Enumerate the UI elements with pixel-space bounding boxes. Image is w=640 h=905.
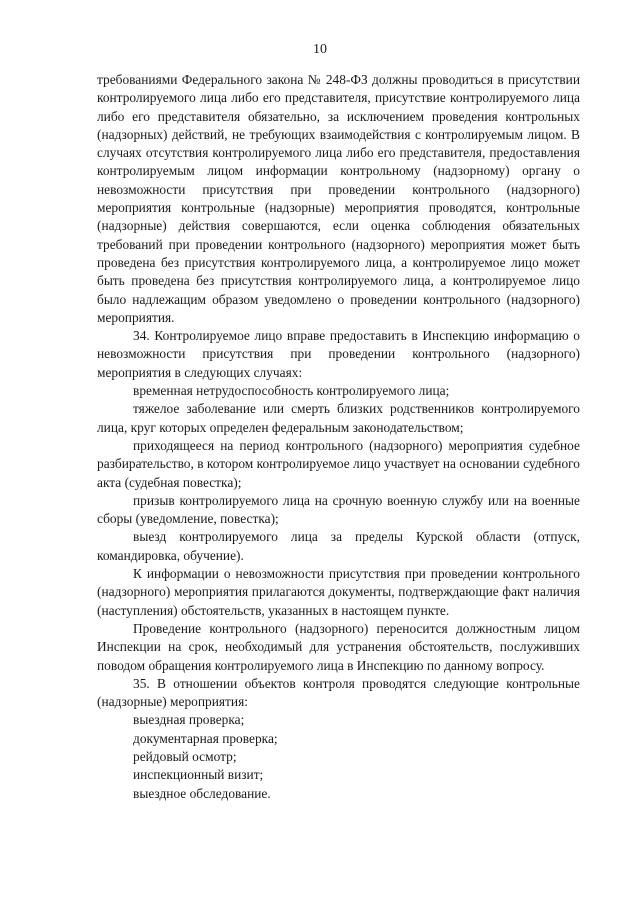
document-body xyxy=(97,71,580,803)
list-item: инспекционный визит; xyxy=(133,767,264,783)
list-item: документарная проверка; xyxy=(133,730,278,746)
paragraph-continuation: требованиями Федерального закона № 248-ФЗ должны проводиться в присутствии контролируемого лица либо его представителя, присутствие контролируемого лица либо его представителя обязательно, за исключением проведения контрольных (надзорных) действий, не требующих взаимодействия с контролируемым лицом. В случаях отсутствия контролируемого лица либо его представителя, предоставления контролируемым лицом информации контрольному (надзорному) органу о невозможности присутствия при проведении контрольного (надзорного) мероприятия контрольные (надзорные) мероприятия проводятся, контрольные (надзорные) действия совершаются, если оценка соблюдения обязательных требований при проведении контрольного (надзорного) мероприятия может быть проведена без присутствия контролируемого лица, а контролируемое лицо может быть проведена без присутствия контролируемого лица, а контролируемое лицо было надлежащим образом уведомлено о проведении контрольного (надзорного) мероприятия. xyxy=(97,72,580,325)
paragraph-34: 34. Контролируемое лицо вправе предоставить в Инспекцию информацию о невозможности присутствия при проведении контрольного (надзорного) мероприятия в следующих случаях: xyxy=(97,328,580,380)
paragraph-postponement: Проведение контрольного (надзорного) переносится должностным лицом Инспекции на срок, необходимый для устранения обстоятельств, послуживших поводом обращения контролируемого лица в Инспекцию по данному вопросу. xyxy=(97,620,580,673)
list-item: выездная проверка; xyxy=(133,712,245,728)
paragraph-case-5: выезд контролируемого лица за пределы Курской области (отпуск, командировка, обучение). xyxy=(97,529,580,563)
paragraph-case-4: призыв контролируемого лица на срочную военную службу или на военные сборы (уведомление, повестка); xyxy=(97,492,580,527)
page-number: 10 xyxy=(313,42,327,57)
paragraph-case-2: тяжелое заболевание или смерть близких родственников контролируемого лица, круг которых определен федеральным законодательством; xyxy=(97,401,580,435)
paragraph-documents: К информации о невозможности присутствия при проведении контрольного (надзорного) мероприятия прилагаются документы, подтверждающие факт наличия (наступления) обстоятельств, указанных в настоящем пункте. xyxy=(97,566,580,618)
list-item: выездное обследование. xyxy=(133,785,271,801)
list-item: рейдовый осмотр; xyxy=(133,748,237,764)
paragraph-case-1: временная нетрудоспособность контролируемого лица; xyxy=(133,383,450,399)
paragraph-case-3: приходящееся на период контрольного (надзорного) мероприятия судебное разбирательство, в котором контролируемое лицо участвует на основании судебного акта (судебная повестка); xyxy=(97,437,580,490)
paragraph-35: 35. В отношении объектов контроля проводятся следующие контрольные (надзорные) мероприятия: xyxy=(97,675,580,710)
